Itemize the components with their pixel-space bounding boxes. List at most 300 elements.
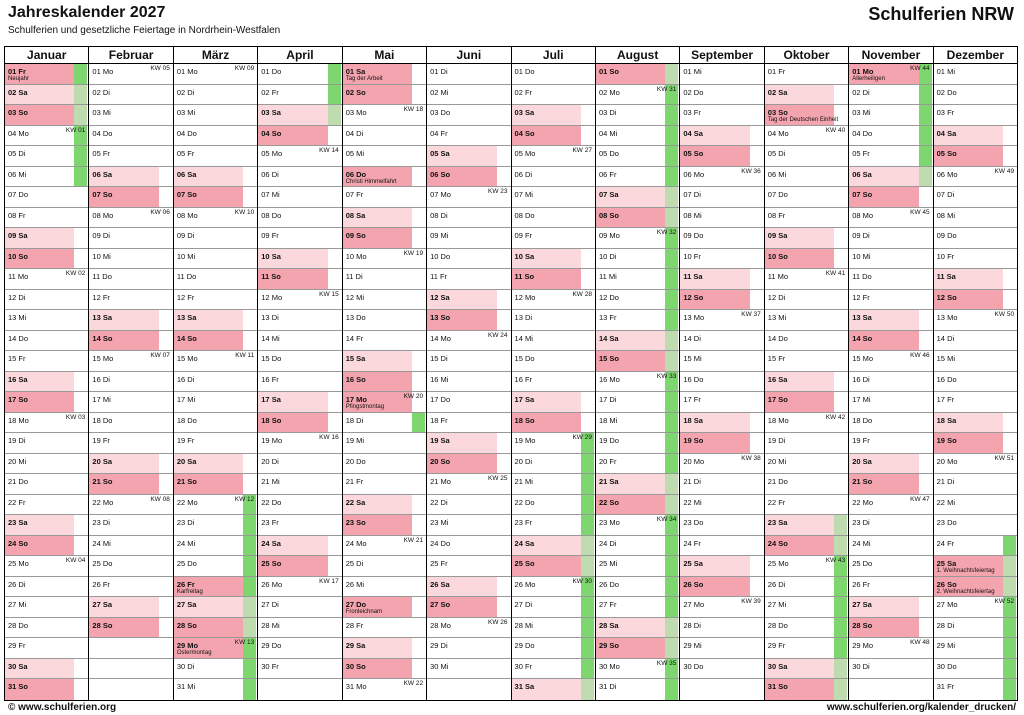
day-label: 12 Mo xyxy=(261,292,283,302)
day-cell xyxy=(680,208,763,229)
day-cell xyxy=(596,208,679,229)
day-cell xyxy=(849,372,932,393)
week-number: KW 05 xyxy=(150,65,170,72)
day-cell xyxy=(765,474,848,495)
day-label: 19 Mi xyxy=(345,436,365,445)
day-label: 03 Mo xyxy=(345,108,367,117)
day-label: 26 Mo xyxy=(261,579,283,589)
day-label: 17 Mi xyxy=(92,395,111,404)
day-label: 18 Fr xyxy=(430,415,448,425)
day-cell xyxy=(258,372,341,393)
day-label: 01 Mo xyxy=(176,67,198,76)
day-label: 23 Sa xyxy=(767,518,788,527)
vacation-marker xyxy=(665,310,678,330)
day-label: 18 Do xyxy=(176,415,197,425)
day-cell xyxy=(427,64,510,85)
empty-day-cell xyxy=(680,679,763,700)
vacation-marker xyxy=(1003,577,1016,597)
day-cell xyxy=(174,187,257,208)
day-cell xyxy=(258,331,341,352)
day-label: 04 Do xyxy=(92,128,113,138)
day-label: 20 Sa xyxy=(92,456,113,466)
day-label: 25 Fr xyxy=(430,559,448,568)
day-label: 08 Mi xyxy=(683,210,702,220)
vacation-marker xyxy=(243,659,256,679)
day-cell xyxy=(174,659,257,680)
day-cell xyxy=(343,105,426,126)
day-cell xyxy=(934,105,1017,126)
day-label: 08 Mo xyxy=(176,210,198,220)
day-label: 27 Mi xyxy=(767,600,787,609)
day-label: 15 Fr xyxy=(767,354,786,363)
day-label: 14 Mi xyxy=(514,333,533,343)
holiday-name: 1. Weihnachtsfeiertag xyxy=(936,568,995,574)
month-column xyxy=(343,47,427,700)
day-label: 07 Fr xyxy=(345,190,364,199)
day-cell xyxy=(934,310,1017,331)
day-cell xyxy=(680,126,763,147)
day-label: 05 So xyxy=(683,149,704,158)
day-label: 18 Mi xyxy=(598,415,618,425)
day-label: 03 Mi xyxy=(852,108,871,117)
day-cell xyxy=(174,228,257,249)
day-label: 04 Fr xyxy=(430,128,448,138)
day-label: 13 Sa xyxy=(92,313,113,322)
vacation-marker xyxy=(328,64,341,84)
day-label: 25 Do xyxy=(176,559,197,568)
day-cell xyxy=(174,146,257,167)
week-number: KW 36 xyxy=(741,167,761,175)
day-label: 14 Mi xyxy=(261,333,280,343)
day-cell xyxy=(849,659,932,680)
vacation-marker xyxy=(834,638,847,658)
day-label: 20 Di xyxy=(261,456,279,466)
day-label: 20 Mi xyxy=(767,456,787,466)
day-label: 19 So xyxy=(683,436,704,445)
day-label: 12 Mo xyxy=(514,292,536,302)
day-cell xyxy=(174,577,257,598)
day-cell xyxy=(427,495,510,516)
vacation-marker xyxy=(1003,659,1016,679)
week-number: KW 28 xyxy=(572,290,592,298)
day-label: 26 Fr xyxy=(92,579,110,589)
month-header: Februar xyxy=(89,47,172,64)
day-cell xyxy=(934,290,1017,311)
day-cell xyxy=(934,495,1017,516)
vacation-marker xyxy=(834,597,847,617)
week-number: KW 40 xyxy=(825,126,846,134)
day-cell xyxy=(934,597,1017,618)
day-label: 18 Sa xyxy=(683,415,703,425)
day-cell xyxy=(174,269,257,290)
day-cell xyxy=(174,618,257,639)
day-cell xyxy=(512,331,595,352)
day-cell xyxy=(258,597,341,618)
day-label: 04 Mi xyxy=(598,128,618,138)
day-label: 25 So xyxy=(514,559,535,568)
day-cell xyxy=(680,413,763,434)
day-cell xyxy=(680,228,763,249)
month-column xyxy=(258,47,342,700)
day-label: 23 Fr xyxy=(261,518,279,527)
day-cell xyxy=(89,392,172,413)
day-cell xyxy=(934,618,1017,639)
day-label: 28 Do xyxy=(8,620,29,630)
day-label: 14 Sa xyxy=(598,333,619,343)
day-cell xyxy=(174,85,257,106)
day-label: 20 So xyxy=(430,456,451,466)
day-cell xyxy=(174,290,257,311)
month-column xyxy=(427,47,511,700)
day-label: 31 Di xyxy=(598,682,617,691)
day-label: 30 Fr xyxy=(261,661,279,671)
day-cell xyxy=(680,331,763,352)
day-cell xyxy=(596,146,679,167)
day-label: 21 Mo xyxy=(430,477,451,486)
vacation-marker xyxy=(665,556,678,576)
day-label: 18 Do xyxy=(92,415,113,425)
day-cell xyxy=(765,536,848,557)
day-label: 13 Mi xyxy=(8,313,27,322)
day-label: 03 Do xyxy=(430,108,451,117)
day-label: 01 Fr xyxy=(8,67,26,76)
day-cell xyxy=(427,536,510,557)
day-label: 12 Sa xyxy=(430,292,450,302)
day-label: 19 Mo xyxy=(261,436,283,445)
day-cell xyxy=(258,433,341,454)
day-label: 11 So xyxy=(514,272,535,281)
day-cell xyxy=(765,372,848,393)
day-label: 26 Di xyxy=(767,579,786,589)
day-cell xyxy=(512,597,595,618)
day-label: 08 Mo xyxy=(852,210,874,220)
day-cell xyxy=(512,208,595,229)
day-cell xyxy=(849,474,932,495)
region-title: Schulferien NRW xyxy=(868,4,1014,24)
vacation-marker xyxy=(665,474,678,494)
day-cell xyxy=(89,351,172,372)
day-label: 01 Mo xyxy=(92,67,114,76)
day-label: 11 Mi xyxy=(598,272,617,281)
vacation-marker xyxy=(74,64,87,84)
day-cell xyxy=(343,85,426,106)
day-label: 10 Do xyxy=(430,251,451,261)
day-label: 21 Do xyxy=(767,477,788,486)
day-cell xyxy=(680,515,763,536)
month-header: November xyxy=(849,47,932,64)
day-label: 07 So xyxy=(92,190,113,199)
day-cell xyxy=(258,515,341,536)
day-label: 22 Mo xyxy=(92,497,114,507)
day-cell xyxy=(174,351,257,372)
day-label: 26 Mi xyxy=(345,579,365,589)
day-cell xyxy=(596,659,679,680)
day-cell xyxy=(343,372,426,393)
day-label: 17 So xyxy=(8,395,29,404)
day-cell xyxy=(934,392,1017,413)
day-label: 07 Mo xyxy=(430,190,451,199)
vacation-marker xyxy=(243,597,256,617)
day-cell xyxy=(174,413,257,434)
day-label: 12 Fr xyxy=(92,292,110,302)
day-cell xyxy=(680,597,763,618)
day-label: 16 Mi xyxy=(430,374,449,384)
week-number: KW 42 xyxy=(825,413,846,421)
day-label: 06 Mo xyxy=(936,169,958,179)
day-label: 29 Sa xyxy=(345,641,366,650)
vacation-marker xyxy=(581,495,594,515)
day-label: 18 Mo xyxy=(8,415,29,425)
week-number: KW 18 xyxy=(403,106,424,113)
day-cell xyxy=(174,597,257,618)
day-cell xyxy=(596,310,679,331)
day-label: 22 Fr xyxy=(8,497,26,507)
day-cell xyxy=(849,556,932,577)
day-label: 27 Di xyxy=(514,600,533,609)
holiday-name: Neujahr xyxy=(8,76,30,82)
day-cell xyxy=(343,228,426,249)
day-label: 05 Sa xyxy=(430,149,450,158)
day-label: 07 So xyxy=(176,190,197,199)
day-label: 08 Sa xyxy=(345,210,366,220)
day-cell xyxy=(849,536,932,557)
day-label: 06 Mi xyxy=(767,169,787,179)
day-cell xyxy=(680,577,763,598)
week-number: KW 44 xyxy=(910,65,930,72)
day-label: 10 Mi xyxy=(176,251,196,261)
week-number: KW 13 xyxy=(234,639,255,646)
day-cell xyxy=(5,208,88,229)
day-label: 09 So xyxy=(345,231,366,240)
day-cell xyxy=(174,495,257,516)
day-cell xyxy=(680,187,763,208)
day-label: 15 Mi xyxy=(936,354,955,363)
day-label: 25 Mo xyxy=(767,559,789,568)
day-label: 10 So xyxy=(767,251,788,261)
week-number: KW 32 xyxy=(656,229,677,236)
week-number: KW 25 xyxy=(488,475,508,482)
day-label: 04 Di xyxy=(345,128,364,138)
day-cell xyxy=(343,659,426,680)
day-label: 09 Do xyxy=(683,231,704,240)
day-cell xyxy=(934,515,1017,536)
day-cell xyxy=(512,495,595,516)
day-label: 17 Fr xyxy=(936,395,955,404)
day-label: 16 Sa xyxy=(8,374,28,384)
holiday-name: Fronleichnam xyxy=(345,609,383,615)
day-cell xyxy=(765,126,848,147)
day-cell xyxy=(427,310,510,331)
day-cell xyxy=(174,556,257,577)
footer-copyright[interactable]: © www.schulferien.org xyxy=(8,702,117,713)
day-label: 14 So xyxy=(852,333,873,343)
day-label: 21 Sa xyxy=(598,477,619,486)
day-cell xyxy=(427,392,510,413)
day-label: 13 So xyxy=(430,313,451,322)
day-cell xyxy=(258,495,341,516)
day-cell xyxy=(258,351,341,372)
week-number: KW 16 xyxy=(319,434,339,441)
day-cell xyxy=(5,433,88,454)
day-cell xyxy=(849,126,932,147)
week-number: KW 11 xyxy=(235,352,255,359)
day-label: 19 Mo xyxy=(514,436,536,445)
day-label: 06 Sa xyxy=(92,169,113,179)
day-label: 30 Mo xyxy=(598,661,620,671)
day-cell xyxy=(343,515,426,536)
calendar-grid xyxy=(4,46,1018,701)
day-cell xyxy=(765,290,848,311)
week-number: KW 47 xyxy=(910,495,930,503)
day-label: 03 Sa xyxy=(514,108,535,117)
day-cell xyxy=(596,331,679,352)
day-cell xyxy=(934,146,1017,167)
day-cell xyxy=(5,290,88,311)
day-label: 08 Fr xyxy=(767,210,786,220)
day-label: 24 Mi xyxy=(92,538,111,548)
day-cell xyxy=(89,433,172,454)
day-label: 05 Di xyxy=(767,149,786,158)
day-label: 21 Di xyxy=(936,477,955,486)
day-label: 24 Mo xyxy=(345,538,367,548)
day-label: 21 Mi xyxy=(514,477,533,486)
day-cell xyxy=(343,638,426,659)
day-cell xyxy=(427,433,510,454)
day-label: 08 So xyxy=(598,210,619,220)
day-cell xyxy=(596,228,679,249)
day-label: 12 So xyxy=(936,292,957,302)
day-cell xyxy=(5,679,88,700)
day-cell xyxy=(174,638,257,659)
day-cell xyxy=(258,228,341,249)
day-cell xyxy=(765,310,848,331)
vacation-marker xyxy=(581,638,594,658)
vacation-marker xyxy=(581,536,594,556)
day-cell xyxy=(89,187,172,208)
vacation-marker xyxy=(74,146,87,166)
vacation-marker xyxy=(665,597,678,617)
day-label: 29 Mo xyxy=(176,641,199,650)
day-label: 30 Di xyxy=(176,661,195,671)
day-label: 02 Do xyxy=(936,87,957,97)
day-label: 07 Do xyxy=(767,190,788,199)
week-number: KW 22 xyxy=(403,680,424,687)
day-cell xyxy=(89,618,172,639)
week-number: KW 19 xyxy=(403,249,424,257)
week-number: KW 52 xyxy=(994,598,1015,605)
vacation-marker xyxy=(74,105,87,125)
day-cell xyxy=(596,454,679,475)
vacation-marker xyxy=(243,515,256,535)
day-cell xyxy=(343,618,426,639)
week-number: KW 14 xyxy=(319,147,339,154)
day-label: 25 Di xyxy=(345,559,364,568)
day-cell xyxy=(512,167,595,188)
vacation-marker xyxy=(243,618,256,638)
day-label: 04 Mo xyxy=(8,128,29,138)
day-label: 17 Sa xyxy=(261,395,281,404)
day-cell xyxy=(512,310,595,331)
day-cell xyxy=(849,454,932,475)
day-label: 20 Mo xyxy=(936,456,958,466)
day-cell xyxy=(174,372,257,393)
day-cell xyxy=(258,392,341,413)
week-number: KW 30 xyxy=(572,577,592,585)
vacation-marker xyxy=(328,105,341,125)
day-cell xyxy=(680,105,763,126)
day-cell xyxy=(89,454,172,475)
day-label: 28 Sa xyxy=(598,620,619,630)
month-header: April xyxy=(258,47,341,64)
footer-link[interactable]: www.schulferien.org/kalender_drucken/ xyxy=(826,702,1016,713)
day-cell xyxy=(680,310,763,331)
day-cell xyxy=(934,126,1017,147)
day-cell xyxy=(765,659,848,680)
month-column xyxy=(765,47,849,700)
day-cell xyxy=(5,413,88,434)
day-cell xyxy=(849,208,932,229)
day-cell xyxy=(5,146,88,167)
day-cell xyxy=(174,249,257,270)
week-number: KW 03 xyxy=(65,413,86,421)
day-cell xyxy=(258,187,341,208)
day-label: 10 Sa xyxy=(261,251,281,261)
vacation-marker xyxy=(665,64,678,84)
day-label: 21 So xyxy=(852,477,873,486)
day-cell xyxy=(258,126,341,147)
day-cell xyxy=(512,146,595,167)
vacation-marker xyxy=(581,515,594,535)
week-number: KW 35 xyxy=(656,659,677,667)
vacation-marker xyxy=(834,536,847,556)
day-cell xyxy=(765,433,848,454)
day-label: 17 Mi xyxy=(852,395,871,404)
day-cell xyxy=(427,372,510,393)
day-label: 08 Di xyxy=(430,210,448,220)
vacation-marker xyxy=(665,679,678,700)
day-label: 26 Sa xyxy=(430,579,450,589)
day-cell xyxy=(5,556,88,577)
day-cell xyxy=(849,331,932,352)
week-number: KW 29 xyxy=(572,434,592,441)
day-cell xyxy=(343,577,426,598)
month-header: Dezember xyxy=(934,47,1017,64)
day-cell xyxy=(849,495,932,516)
day-label: 30 Fr xyxy=(514,661,533,671)
day-cell xyxy=(765,331,848,352)
day-cell xyxy=(174,331,257,352)
vacation-marker xyxy=(243,679,256,700)
month-column xyxy=(680,47,764,700)
day-label: 01 So xyxy=(598,67,619,76)
day-cell xyxy=(765,556,848,577)
day-label: 19 Sa xyxy=(430,436,450,445)
vacation-marker xyxy=(665,208,678,228)
day-cell xyxy=(5,126,88,147)
day-label: 29 Fr xyxy=(8,641,26,650)
day-label: 24 Fr xyxy=(683,538,701,548)
day-label: 10 Di xyxy=(598,251,617,261)
day-label: 27 Mo xyxy=(683,600,705,609)
vacation-marker xyxy=(665,454,678,474)
day-cell xyxy=(849,413,932,434)
week-number: KW 02 xyxy=(65,270,86,277)
day-label: 02 Mo xyxy=(598,87,620,97)
day-cell xyxy=(765,679,848,700)
day-label: 15 Fr xyxy=(8,354,26,363)
vacation-marker xyxy=(665,290,678,310)
day-cell xyxy=(765,85,848,106)
